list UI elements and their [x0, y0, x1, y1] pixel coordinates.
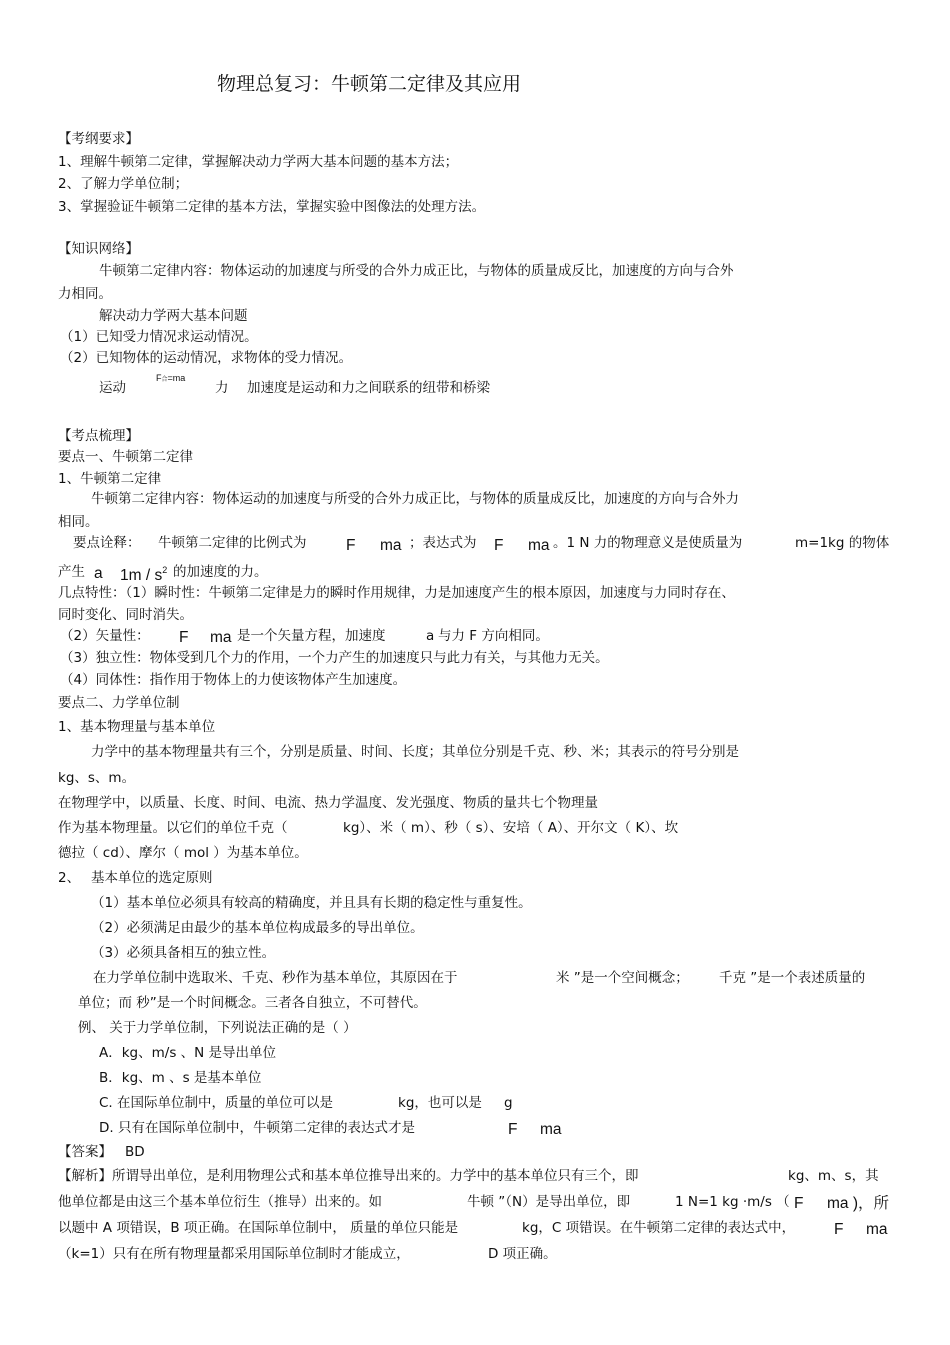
analysis-text: D 项正确。 [488, 1246, 557, 1262]
problems-heading: 解决动力学两大基本问题 [99, 308, 248, 324]
problem-item: （1）已知受力情况求运动情况。 [60, 329, 258, 345]
network-heading: 【知识网络】 [58, 241, 139, 257]
formula-a: a [426, 628, 435, 644]
law-text: 牛顿第二定律内容：物体运动的加速度与所受的合外力成正比，与物体的质量成反比，加速度的方向与合外力 [91, 491, 739, 507]
base-text: 力学中的基本物理量共有三个，分别是质量、时间、长度；其单位分别是千克、秒、米；其表示的符号分别是 [91, 744, 739, 760]
rule-item: （3）必须具备相互的独立性。 [91, 945, 276, 961]
traits-text: 同时变化、同时消失。 [58, 607, 193, 623]
diagram-force-label: 力 [215, 380, 229, 396]
interp-text: ；表达式为 [409, 535, 477, 551]
subsection-heading: 1、牛顿第二定律 [58, 471, 162, 487]
option-b: B．kg、m 、s 是基本单位 [99, 1070, 262, 1086]
syllabus-heading: 【考纲要求】 [58, 131, 139, 147]
rule-item: （2）必须满足由最少的基本单位构成最多的导出单位。 [91, 920, 424, 936]
option-c-unit: kg，也可以是 [398, 1095, 482, 1111]
analysis-text: kg，C 项错误。在牛顿第二定律的表达式中， [522, 1220, 796, 1236]
option-d: D. 只有在国际单位制中，牛顿第二定律的表达式才是 [99, 1120, 415, 1136]
analysis-text: 【解析】所谓导出单位，是利用物理公式和基本单位推导出来的。力学中的基本单位只有三个，即 [58, 1168, 639, 1184]
subsection-number: 2、 [58, 870, 81, 886]
formula-ma: ma [866, 1221, 888, 1238]
section-heading: 要点一、牛顿第二定律 [58, 449, 193, 465]
subsection-heading: 基本单位的选定原则 [91, 870, 213, 886]
analysis-text: 以题中 A 项错误，B 项正确。在国际单位制中， 质量的单位只能是 [58, 1220, 459, 1236]
si-text: kg）、米（ m）、秒（ s）、安培（ A）、开尔文（ K）、坎 [343, 820, 679, 836]
problem-item: （2）已知物体的运动情况，求物体的受力情况。 [60, 350, 353, 366]
analysis-text: 1 N=1 kg ·m/s （ [675, 1194, 790, 1210]
reason-text: 在力学单位制中选取米、千克、秒作为基本单位，其原因在于 [93, 970, 458, 986]
formula-ma: ma [210, 629, 232, 646]
formula-a: a [94, 565, 103, 582]
formula-f: F [494, 537, 504, 554]
si-text: 德拉（ cd）、摩尔（ mol ）为基本单位。 [58, 845, 308, 861]
base-text: kg、s、m。 [58, 770, 136, 786]
si-text: 作为基本物理量。以它们的单位千克（ [58, 820, 288, 836]
traits-text: 几点特性：（1）瞬时性：牛顿第二定律是力的瞬时作用规律，力是加速度产生的根本原因，加速度与力同时存在、 [58, 585, 735, 601]
reason-text: 米 ”是一个空间概念； [556, 970, 689, 986]
law-text: 力相同。 [58, 286, 112, 302]
vector-label: （2）矢量性： [60, 628, 150, 644]
formula-f: F [834, 1221, 844, 1238]
formula-f: F [794, 1195, 804, 1212]
formula-unit: $1m / s^2$ [120, 565, 168, 584]
syllabus-item: 1、理解牛顿第二定律，掌握解决动力学两大基本问题的基本方法； [58, 154, 459, 170]
points-heading: 【考点梳理】 [58, 428, 139, 444]
page-title: 物理总复习：牛顿第二定律及其应用 [217, 73, 522, 95]
interp-text: 的加速度的力。 [173, 564, 268, 580]
diagram-motion-label: 运动 [99, 380, 126, 396]
same-body-text: （4）同体性：指作用于物体上的力使该物体产生加速度。 [60, 672, 407, 688]
example-question: 例、 关于力学单位制，下列说法正确的是（ ） [78, 1020, 357, 1036]
analysis-text: （k=1）只有在所有物理量都采用国际单位制时才能成立， [58, 1246, 410, 1262]
interp-text: 。1 N 力的物理意义是使质量为 [553, 535, 743, 551]
formula-ma: ma )，所 [827, 1195, 890, 1212]
rule-item: （1）基本单位必须具有较高的精确度，并且具有长期的稳定性与重复性。 [91, 895, 532, 911]
interp-text: 产生 [58, 564, 85, 580]
analysis-text: 牛顿 ”（N）是导出单位，即 [467, 1194, 631, 1210]
formula-ma: ma [540, 1121, 562, 1138]
formula-f: F [346, 537, 356, 554]
answer-value: BD [125, 1144, 145, 1160]
diagram-formula: F合=ma [156, 373, 186, 383]
option-c-unit-g: g [504, 1095, 513, 1111]
diagram-note: 加速度是运动和力之间联系的纽带和桥梁 [247, 380, 490, 396]
answer-label: 【答案】 [58, 1144, 112, 1160]
interp-text: m=1kg 的物体 [795, 535, 890, 551]
independence-text: （3）独立性：物体受到几个力的作用，一个力产生的加速度只与此力有关，与其他力无关。 [60, 650, 609, 666]
subsection-heading: 1、基本物理量与基本单位 [58, 719, 216, 735]
syllabus-item: 3、掌握验证牛顿第二定律的基本方法，掌握实验中图像法的处理方法。 [58, 199, 486, 215]
law-text: 相同。 [58, 514, 99, 530]
vector-text: 与力 F 方向相同。 [438, 628, 549, 644]
analysis-text: kg、m、s，其 [788, 1168, 879, 1184]
section-heading: 要点二、力学单位制 [58, 695, 180, 711]
formula-ma: ma [380, 537, 402, 554]
syllabus-item: 2、了解力学单位制； [58, 176, 189, 192]
law-text: 牛顿第二定律内容：物体运动的加速度与所受的合外力成正比，与物体的质量成反比，加速度的方向与合外 [99, 263, 734, 279]
analysis-text: 他单位都是由这三个基本单位衍生（推导）出来的。如 [58, 1194, 382, 1210]
reason-text: 单位；而 秒”是一个时间概念。三者各自独立，不可替代。 [78, 995, 427, 1011]
reason-text: 千克 ”是一个表述质量的 [719, 970, 866, 986]
formula-ma: ma [528, 537, 550, 554]
si-text: 在物理学中，以质量、长度、时间、电流、热力学温度、发光强度、物质的量共七个物理量 [58, 795, 598, 811]
interp-text: 牛顿第二定律的比例式为 [158, 535, 307, 551]
option-c: C. 在国际单位制中，质量的单位可以是 [99, 1095, 334, 1111]
formula-f: F [179, 629, 189, 646]
vector-text: 是一个矢量方程，加速度 [237, 628, 386, 644]
formula-f: F [508, 1121, 518, 1138]
interp-label: 要点诠释： [73, 535, 141, 551]
option-a: A．kg、m/s 、N 是导出单位 [99, 1045, 277, 1061]
